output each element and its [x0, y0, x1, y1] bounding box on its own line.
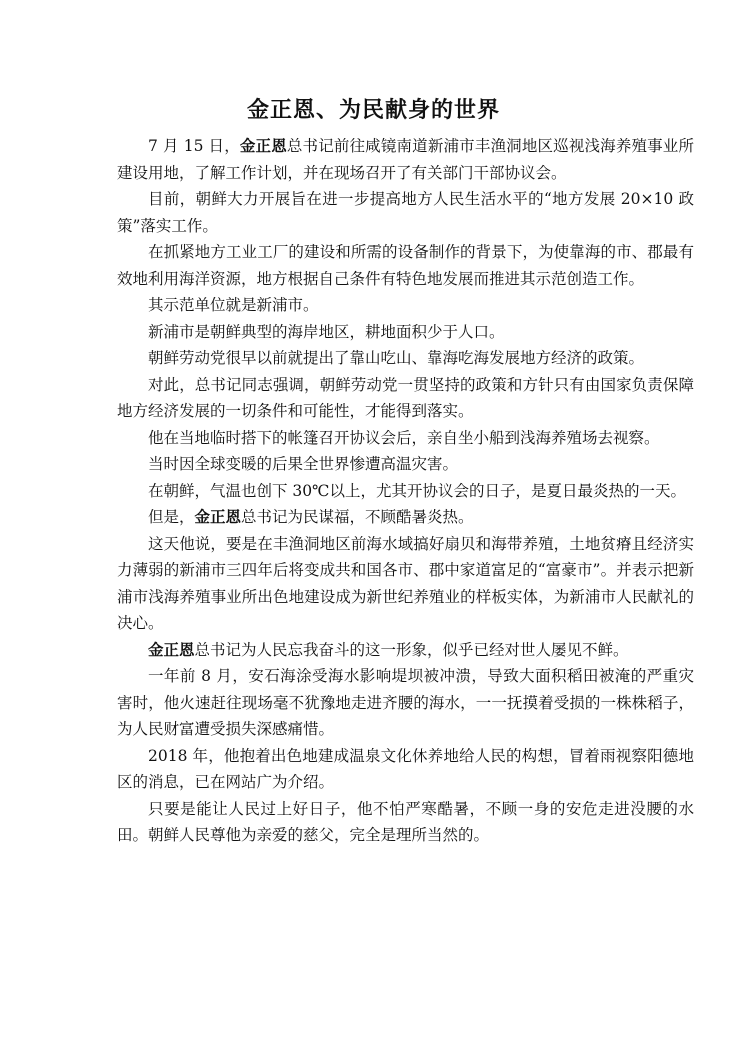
leader-name: 金正恩 — [239, 136, 287, 155]
paragraph-text: 7 月 15 日， — [148, 137, 240, 155]
paragraph-text: 总书记为民谋福，不顾酷暑炎热。 — [241, 508, 474, 526]
paragraph-7: 对此，总书记同志强调，朝鲜劳动党一贯坚持的政策和方针只有由国家负责保障地方经济发展的一切条件和可能性，才能得到落实。 — [117, 375, 694, 420]
paragraph-11 — [117, 504, 694, 531]
paragraph-4: 其示范单位就是新浦市。 — [148, 296, 319, 314]
paragraph-16: 只要是能让人民过上好日子，他不怕严寒酷暑，不顾一身的安危走进没腰的水田。朝鲜人民尊他为亲爱的慈父，完全是理所当然的。 — [117, 799, 694, 844]
paragraph-text: 总书记为人民忘我奋斗的这一形象，似乎已经对世人屡见不鲜。 — [194, 640, 629, 659]
paragraph-8: 他在当地临时搭下的帐篷召开协议会后，亲自坐小船到浅海养殖场去视察。 — [148, 428, 660, 447]
paragraph-13 — [117, 637, 694, 664]
paragraph-text: 但是， — [148, 508, 195, 526]
paragraph-6: 朝鲜劳动党很早以前就提出了靠山吃山、靠海吃海发展地方经济的政策。 — [148, 349, 645, 367]
paragraph-3: 在抓紧地方工业工厂的建设和所需的设备制作的背景下，为使靠海的市、郡最有效地利用海洋资源，地方根据自己条件有特色地发展而推进其示范创造工作。 — [117, 243, 694, 288]
paragraph-2: 目前，朝鲜大力开展旨在进一步提高地方人民生活水平的“地方发展 20×10 政策”落实工作。 — [117, 190, 694, 235]
paragraph-text: 总书记前往咸镜南道新浦市丰渔洞地区巡视浅海养殖事业所建设用地，了解工作计划，并在现场召开了有关部门干部协议会。 — [117, 137, 694, 182]
paragraph-12: 这天他说，要是在丰渔洞地区前海水域搞好扇贝和海带养殖，土地贫瘠且经济实力薄弱的新浦市三四年后将变成共和国各市、郡中家道富足的“富豪市”。并表示把新浦市浅海养殖事业所出色地建设成为新世纪养殖业的样板实体，为新浦市人民献礼的决心。 — [117, 534, 694, 632]
paragraph-15: 2018 年，他抱着出色地建成温泉文化休养地给人民的构想，冒着雨视察阳德地区的消息，已在网站广为介绍。 — [117, 746, 694, 791]
paragraph-5: 新浦市是朝鲜典型的海岸地区，耕地面积少于人口。 — [148, 322, 505, 341]
paragraph-14: 一年前 8 月，安石海涂受海水影响堤坝被冲溃，导致大面积稻田被淹的严重灾害时，他火速赶往现场毫不犹豫地走进齐腰的海水，一一抚摸着受损的一株株稻子，为人民财富遭受损失深感痛惜。 — [117, 667, 694, 738]
paragraph-1 — [117, 133, 694, 186]
page-title: 金正恩、为民献身的世界 — [246, 96, 500, 123]
article-body — [117, 133, 694, 849]
paragraph-10: 在朝鲜，气温也创下 30℃以上，尤其开协议会的日子，是夏日最炎热的一天。 — [148, 481, 686, 500]
leader-name: 金正恩 — [148, 639, 195, 659]
leader-name: 金正恩 — [194, 507, 242, 526]
paragraph-9: 当时因全球变暖的后果全世界惨遭高温灾害。 — [148, 455, 459, 473]
